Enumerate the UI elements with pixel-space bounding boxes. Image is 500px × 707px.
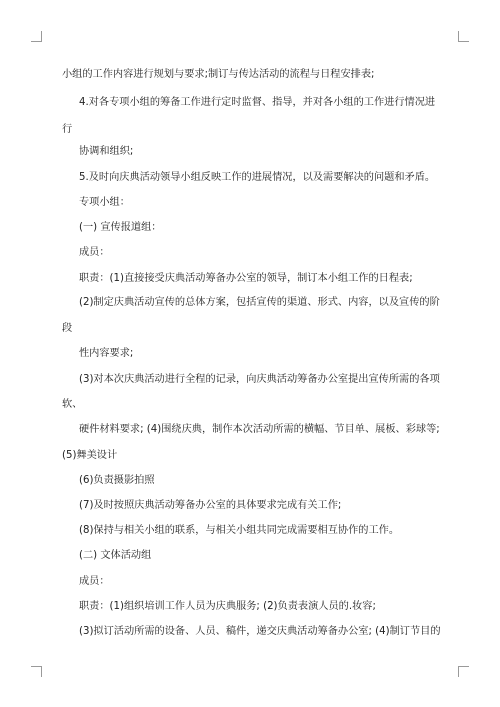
text-line: 协调和组织; [79, 146, 134, 157]
text-line: 段 [62, 323, 73, 334]
corner-mark-bottom-right [458, 666, 469, 677]
corner-mark-bottom-left [31, 666, 42, 677]
corner-mark-top-right [458, 31, 469, 42]
text-line: (5)舞美设计 [62, 450, 118, 461]
text-line: 性内容要求; [79, 348, 134, 359]
text-line: 成员： [79, 247, 110, 258]
text-line: 4.对各专项小组的筹备工作进行定时监督、指导，并对各小组的工作进行情况进 [79, 97, 436, 108]
text-line: 5.及时向庆典活动领导小组反映工作的进展情况，以及需要解决的问题和矛盾。 [79, 172, 436, 183]
text-line: 硬件材料要求; (4)围绕庆典，制作本次活动所需的横幅、节目单、展板、彩球等; [79, 424, 440, 435]
text-line: 行 [62, 124, 73, 135]
text-line: (一) 宣传报道组： [79, 222, 162, 233]
text-line: (二) 文体活动组 [79, 550, 152, 561]
text-line: 职责：(1)组织培训工作人员为庆典服务; (2)负责表演人员的.妆容; [79, 601, 376, 612]
text-line: (6)负责摄影拍照 [79, 475, 155, 486]
text-line: (3)对本次庆典活动进行全程的记录，向庆典活动筹备办公室提出宣传所需的各项 [79, 374, 440, 385]
text-line: (7)及时按照庆典活动筹备办公室的具体要求完成有关工作; [79, 500, 342, 511]
text-line: 专项小组： [79, 197, 130, 208]
text-line: 职责：(1)直接接受庆典活动筹备办公室的领导，制订本小组工作的日程表; [79, 273, 413, 284]
text-line: (2)制定庆典活动宣传的总体方案，包括宣传的渠道、形式、内容，以及宣传的阶 [79, 297, 440, 308]
text-line: (8)保持与相关小组的联系，与相关小组共同完成需要相互协作的工作。 [79, 525, 400, 536]
text-line: 成员： [79, 576, 110, 587]
text-line: 软、 [62, 399, 83, 410]
text-line: 小组的工作内容进行规划与要求;制订与传达活动的流程与日程安排表; [62, 69, 375, 80]
corner-mark-top-left [31, 31, 42, 42]
text-line: (3)拟订活动所需的设备、人员、稿件，递交庆典活动筹备办公室; (4)制订节目的 [79, 626, 441, 637]
